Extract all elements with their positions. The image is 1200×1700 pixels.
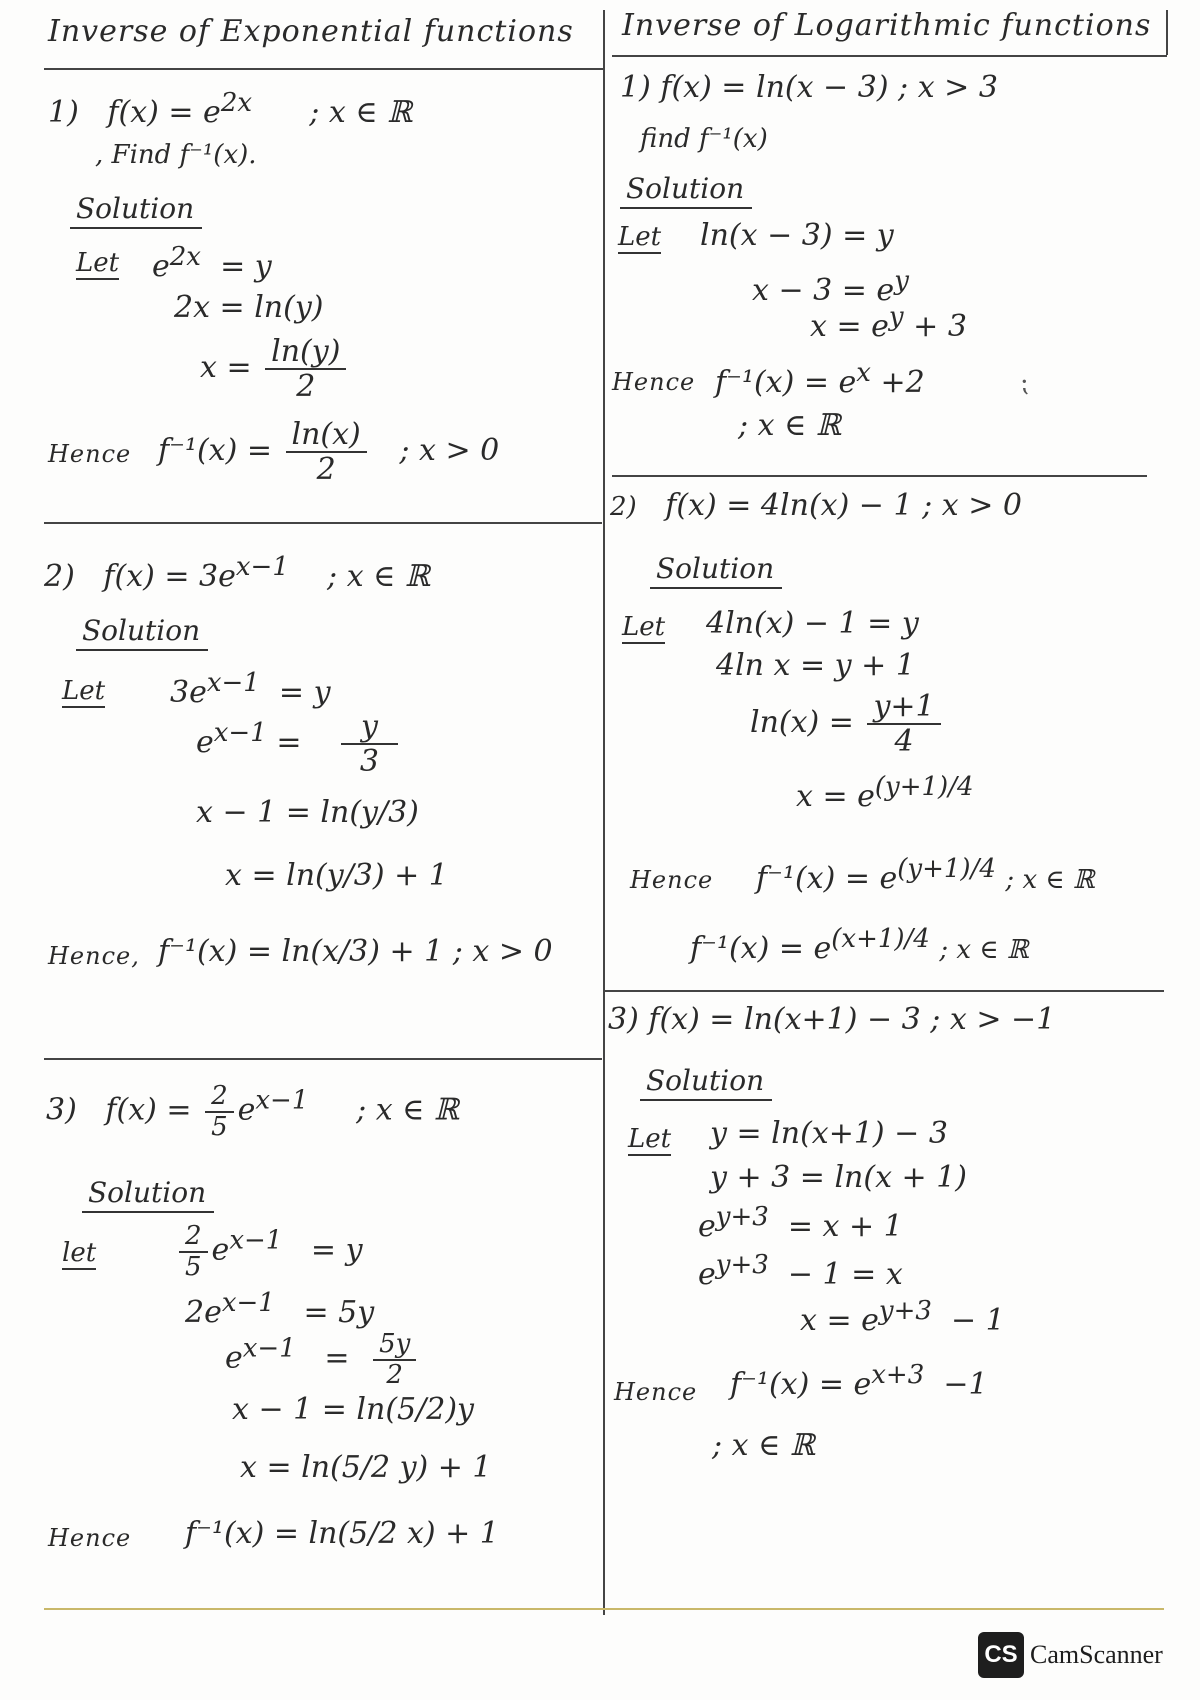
left-p3-statement — [46, 1082, 459, 1141]
right-p3-step2: y + 3 = ln(x + 1) — [710, 1160, 967, 1195]
left-p2-step4: x = ln(y/3) + 1 — [225, 858, 448, 893]
left-p1-answer-fraction — [286, 418, 367, 486]
left-p1-let: Let — [76, 248, 120, 278]
right-p2-answer1 — [756, 854, 1095, 896]
right-p3-answer-exp: x+3 — [871, 1360, 925, 1390]
right-p3-answer — [730, 1360, 988, 1402]
left-heading: Inverse of Exponential functions — [48, 14, 574, 49]
right-p2-step4 — [796, 772, 974, 814]
right-p3-function: f(x) = ln(x+1) − 3 ; x > −1 — [648, 1002, 1056, 1037]
left-p3-function: f(x) = — [105, 1092, 192, 1128]
right-p3-statement — [608, 1002, 1055, 1037]
left-p2-step1-exp: x−1 — [206, 668, 260, 698]
right-p3-solution-heading: Solution — [640, 1064, 772, 1101]
left-p1-label: 1) — [48, 95, 79, 130]
left-p2-step2-base: e — [196, 725, 214, 760]
left-p3-step3-num: 5y — [373, 1330, 416, 1361]
right-p3-step4-rhs: − 1 = x — [787, 1257, 903, 1292]
right-p1-hence: Hence — [612, 368, 696, 396]
left-p3-step3 — [225, 1330, 420, 1389]
right-p1-step2-exp: y — [894, 266, 909, 296]
left-p2-step1-rhs: = y — [278, 675, 331, 710]
left-p2-step1 — [170, 668, 331, 710]
left-p3-label: 3) — [46, 1092, 77, 1128]
left-p3-step2 — [185, 1288, 374, 1330]
right-p2-step2: 4ln x = y + 1 — [716, 648, 915, 683]
left-p1-domain: ; x ∈ ℝ — [309, 95, 413, 130]
right-p3-step4-base: e — [698, 1257, 716, 1292]
left-p3-exp: x−1 — [255, 1085, 309, 1116]
left-p1-step1-rhs: = y — [220, 249, 272, 284]
left-p3-step1-exp: x−1 — [229, 1225, 283, 1256]
right-p1-label: 1) — [620, 70, 651, 105]
header-underline-right — [612, 55, 1167, 57]
divider-right-1 — [612, 475, 1147, 477]
left-p1-step3-num: ln(y) — [265, 335, 346, 370]
right-p1-answer-tail: +2 — [880, 365, 925, 400]
left-p1-statement — [48, 88, 412, 130]
left-p2-step1-base: 3e — [170, 675, 207, 710]
right-p2-answer2-lhs: f⁻¹(x) = e — [690, 931, 832, 966]
left-p3-step2-base: 2e — [185, 1295, 222, 1330]
right-p3-answer-tail: −1 — [943, 1367, 988, 1402]
right-p1-solution-heading: Solution — [620, 172, 752, 209]
left-p1-step1-exp: 2x — [169, 242, 201, 272]
right-p1-let: Let — [618, 222, 662, 252]
right-p3-step4-exp: y+3 — [715, 1250, 769, 1280]
camscanner-logo: CS — [978, 1632, 1024, 1678]
right-p2-step4-exp: (y+1)/4 — [874, 772, 974, 802]
left-p3-step5: x = ln(5/2 y) + 1 — [240, 1450, 492, 1485]
right-p2-answer2-domain: ; x ∈ ℝ — [939, 935, 1029, 965]
right-heading: Inverse of Logarithmic functions — [622, 8, 1152, 43]
left-p2-solution-heading: Solution — [76, 614, 208, 651]
divider-left-2 — [44, 1058, 602, 1060]
left-p3-step1-base: e — [211, 1232, 230, 1268]
left-p3-coef-fraction — [205, 1082, 234, 1141]
left-p3-step1 — [175, 1222, 363, 1281]
left-p1-exp: 2x — [220, 88, 253, 118]
left-p3-answer: f⁻¹(x) = ln(5/2 x) + 1 — [185, 1516, 499, 1551]
left-p3-coef-den: 5 — [211, 1111, 228, 1142]
left-p2-step2-eq: = — [276, 725, 302, 760]
left-p3-step1-rhs: = y — [310, 1232, 363, 1268]
right-p2-answer1-domain: ; x ∈ ℝ — [1005, 865, 1095, 895]
left-p2-step2-den: 3 — [359, 744, 380, 779]
right-p2-function: f(x) = 4ln(x) − 1 ; x > 0 — [665, 488, 1022, 523]
left-p3-step1-num: 2 — [179, 1222, 208, 1253]
left-p1-hence: Hence — [48, 440, 132, 468]
right-p1-step3-base: x = e — [810, 309, 889, 344]
right-p2-answer2 — [690, 924, 1028, 966]
left-p1-step3 — [200, 335, 350, 403]
right-p2-statement — [610, 488, 1022, 523]
left-p3-solution-heading: Solution — [82, 1176, 214, 1213]
right-p3-step5-base: x = e — [800, 1303, 879, 1338]
right-p1-function: f(x) = ln(x − 3) ; x > 3 — [660, 70, 998, 105]
left-p3-step1-fraction — [179, 1222, 208, 1281]
right-p2-step3-lhs: ln(x) = — [750, 705, 854, 740]
left-p3-step3-fraction — [373, 1330, 416, 1389]
left-p1-step3-den: 2 — [296, 369, 316, 404]
left-p2-step2-num: y — [341, 710, 398, 745]
right-p3-answer-lhs: f⁻¹(x) = e — [730, 1367, 872, 1402]
left-p3-step3-base: e — [225, 1340, 243, 1376]
left-p1-step3-fraction — [265, 335, 346, 403]
right-p2-step3 — [750, 690, 945, 758]
camscanner-brand: CamScanner — [1030, 1640, 1163, 1669]
right-p1-step3-tail: + 3 — [913, 309, 967, 344]
left-p1-answer-lhs: f⁻¹(x) = — [158, 433, 272, 468]
right-p3-step5-tail: − 1 — [950, 1303, 1005, 1338]
right-p3-hence: Hence — [614, 1378, 698, 1406]
right-p1-answer — [715, 358, 925, 400]
left-p1-step2: 2x = ln(y) — [174, 290, 324, 325]
left-p3-domain: ; x ∈ ℝ — [356, 1092, 459, 1128]
right-p2-hence: Hence — [630, 866, 714, 894]
header-underline-left — [44, 68, 604, 70]
left-p2-statement — [44, 552, 430, 594]
right-border — [1166, 10, 1168, 55]
left-p3-step1-den: 5 — [185, 1251, 202, 1282]
left-p2-hence: Hence, — [48, 942, 140, 970]
right-p3-let: Let — [628, 1124, 672, 1154]
right-p2-let: Let — [622, 612, 666, 642]
left-p2-function: f(x) = 3e — [103, 559, 236, 594]
left-p3-coef-num: 2 — [205, 1082, 234, 1113]
right-p2-step3-fraction — [867, 690, 940, 758]
right-p1-answer-lhs: f⁻¹(x) = e — [715, 365, 857, 400]
right-p2-step1: 4ln(x) − 1 = y — [706, 606, 919, 641]
left-p1-function: f(x) = e — [107, 95, 221, 130]
center-divider — [603, 10, 605, 1615]
left-p2-let: Let — [62, 676, 106, 706]
left-p3-step2-exp: x−1 — [221, 1288, 275, 1318]
right-p1-answer-exp: x — [856, 358, 871, 388]
divider-left-1 — [44, 522, 602, 524]
right-p1-answer-domain: ; x ∈ ℝ — [738, 408, 841, 443]
right-p3-step4 — [698, 1250, 903, 1292]
bottom-border — [44, 1608, 1164, 1610]
right-p2-step4-base: x = e — [796, 779, 875, 814]
left-p3-step3-den: 2 — [386, 1359, 403, 1390]
right-p2-answer1-exp: (y+1)/4 — [897, 854, 996, 884]
right-p3-step3-base: e — [698, 1209, 716, 1244]
right-p3-step5-exp: y+3 — [878, 1296, 932, 1326]
right-p1-step1: ln(x − 3) = y — [700, 218, 894, 253]
left-p2-answer: f⁻¹(x) = ln(x/3) + 1 ; x > 0 — [158, 934, 553, 969]
right-p1-step3 — [810, 302, 967, 344]
left-p3-step3-eq: = — [324, 1340, 350, 1376]
left-p3-step2-rhs: = 5y — [303, 1295, 375, 1330]
left-p1-task: , Find f⁻¹(x). — [95, 140, 257, 170]
right-p2-label: 2) — [610, 492, 637, 522]
left-p1-step1 — [152, 242, 272, 284]
right-p3-step5 — [800, 1296, 1005, 1338]
left-p3-exp-base: e — [237, 1092, 256, 1128]
left-p1-step3-lhs: x = — [200, 350, 252, 385]
left-p2-step2-fraction — [341, 710, 398, 778]
right-p1-step2-base: x − 3 = e — [752, 273, 895, 308]
stray-mark: ⁏ — [1020, 368, 1029, 398]
right-p3-step3-rhs: = x + 1 — [787, 1209, 903, 1244]
right-p2-step3-num: y+1 — [867, 690, 940, 725]
left-p2-domain: ; x ∈ ℝ — [327, 559, 430, 594]
left-p1-step1-base: e — [152, 249, 170, 284]
right-p2-solution-heading: Solution — [650, 552, 782, 589]
left-p3-step3-exp: x−1 — [242, 1333, 296, 1364]
left-p3-step4: x − 1 = ln(5/2)y — [232, 1392, 474, 1427]
left-p1-answer-num: ln(x) — [286, 418, 367, 453]
right-p3-step3 — [698, 1202, 903, 1244]
right-p2-answer1-lhs: f⁻¹(x) = e — [756, 861, 898, 896]
right-p1-step3-exp: y — [888, 302, 904, 332]
left-p2-label: 2) — [44, 559, 75, 594]
right-p2-step3-den: 4 — [894, 724, 914, 759]
left-p2-step2-exp: x−1 — [213, 718, 267, 748]
left-p1-answer-den: 2 — [316, 452, 336, 487]
divider-right-2 — [604, 990, 1164, 992]
left-p1-solution-heading: Solution — [70, 192, 202, 229]
right-p3-step3-exp: y+3 — [715, 1202, 769, 1232]
right-p3-label: 3) — [608, 1002, 639, 1037]
left-p2-step2 — [196, 710, 402, 778]
right-p1-task: find f⁻¹(x) — [640, 124, 768, 154]
left-p1-answer — [158, 418, 499, 486]
right-p3-step1: y = ln(x+1) − 3 — [710, 1116, 948, 1151]
left-p3-let: let — [62, 1238, 97, 1268]
left-p3-hence: Hence — [48, 1524, 132, 1552]
right-p2-answer2-exp: (x+1)/4 — [831, 924, 930, 954]
left-p2-exp: x−1 — [235, 552, 289, 582]
left-p2-step3: x − 1 = ln(y/3) — [196, 795, 419, 830]
right-p3-answer-domain: ; x ∈ ℝ — [712, 1428, 815, 1463]
left-p1-answer-domain: ; x > 0 — [399, 433, 500, 468]
right-p1-statement — [620, 70, 998, 105]
